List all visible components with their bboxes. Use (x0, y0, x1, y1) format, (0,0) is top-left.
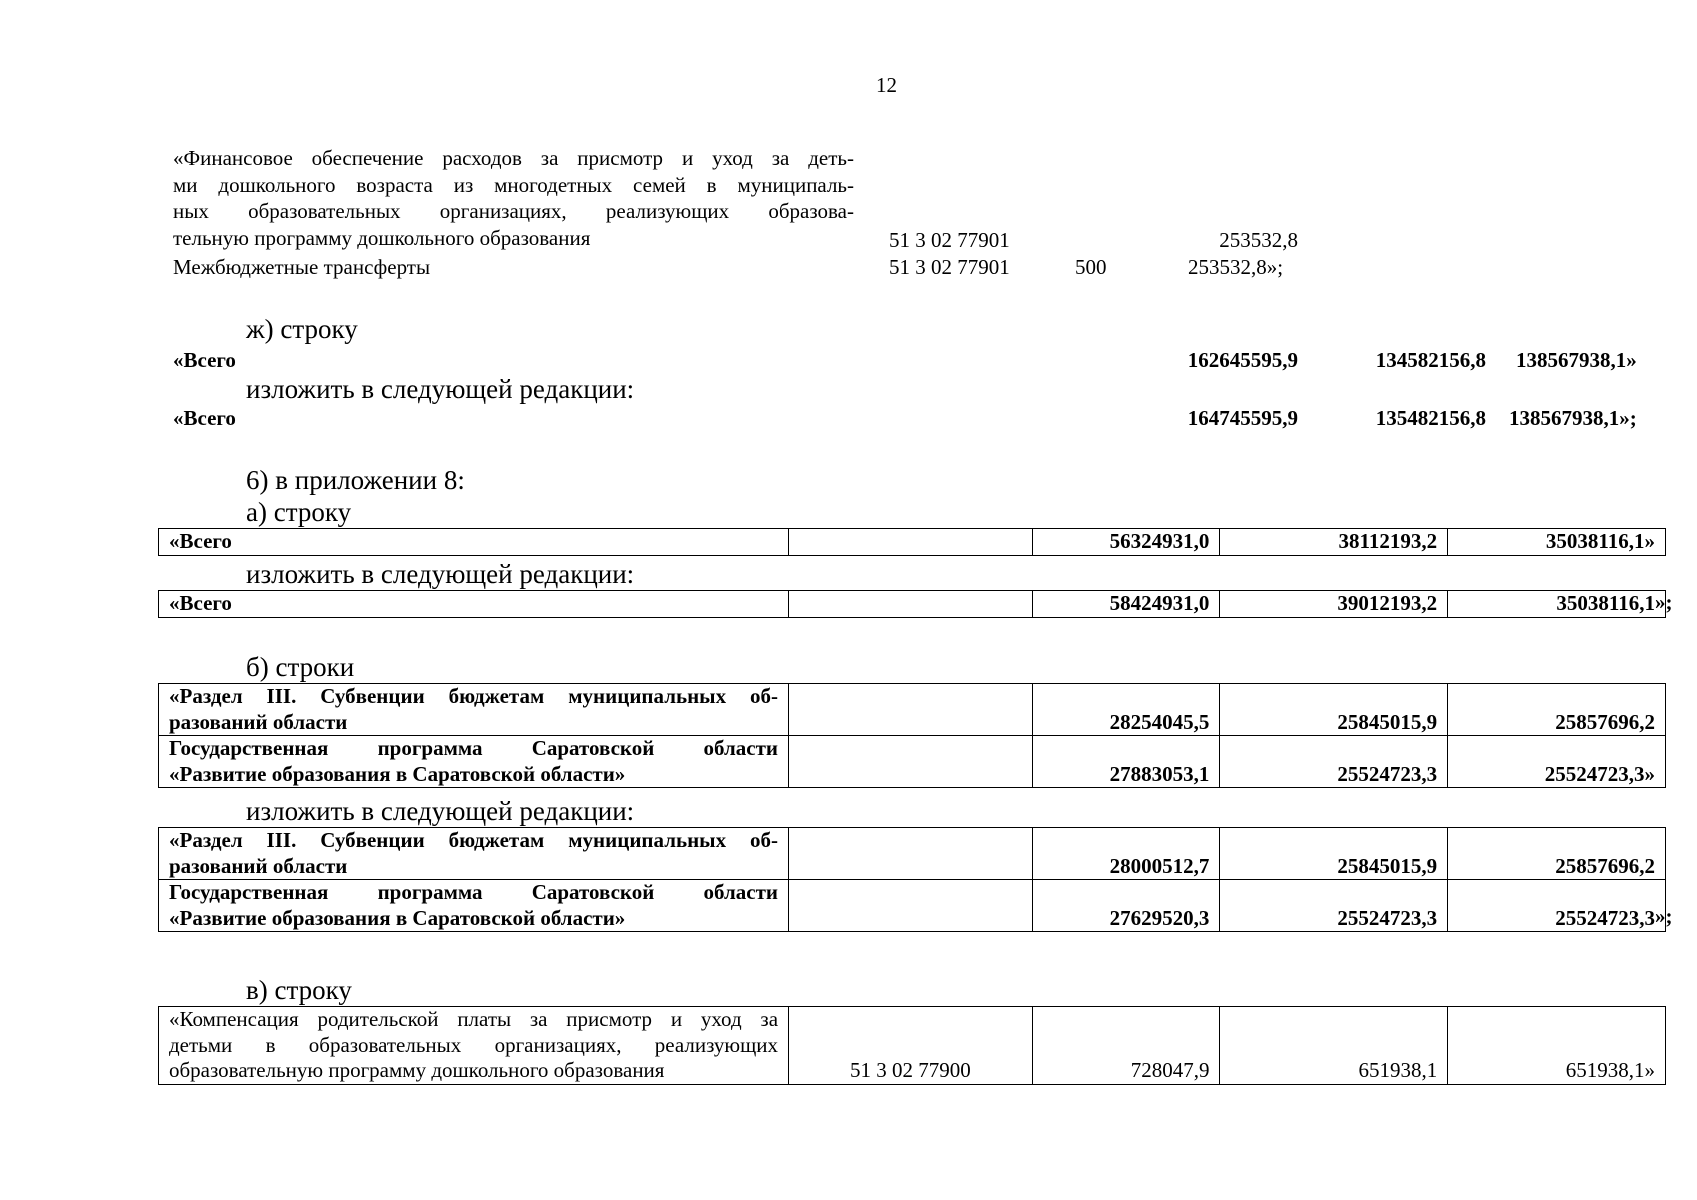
table-row (159, 736, 1666, 788)
total-new-v3: 138567938,1»; (1509, 406, 1637, 430)
top-paragraph (173, 145, 854, 251)
table-a-new (158, 589, 1673, 618)
total-old-v3: 138567938,1» (1516, 348, 1637, 372)
cell-v3: 25524723,3» (1448, 736, 1666, 788)
table-row (159, 828, 1666, 880)
label-line: детьми в образовательных организациях, реализующих (169, 1032, 779, 1057)
text-line: «Финансовое обеспечение расходов за присмотр и уход за деть- (173, 146, 854, 170)
cell-v1: 58424931,0 (1032, 591, 1220, 618)
cell-label (159, 880, 789, 932)
text-line: ми дошкольного возраста из многодетных семей в муниципаль- (173, 172, 854, 197)
label-line: разований области (169, 853, 348, 878)
cell-v3-value: 25524723,3 (1555, 905, 1655, 930)
label-line: Государственная программа Саратовской области (169, 880, 779, 904)
row1-code: 51 3 02 77901 (889, 228, 1010, 252)
cell-code: 51 3 02 77900 (789, 1007, 1033, 1085)
cell-label (159, 1007, 789, 1085)
cell-code (788, 591, 1032, 618)
label-line: образовательную программу дошкольного образования (169, 1058, 665, 1082)
cell-label (159, 736, 789, 788)
table-row (159, 880, 1666, 932)
total-label-new: «Всего (173, 406, 236, 430)
heading-a: а) строку (246, 497, 352, 527)
heading-zh: ж) строку (246, 314, 358, 344)
heading-b: б) строки (246, 652, 355, 682)
table-b-new (158, 827, 1673, 932)
label-line: «Развитие образования в Саратовской области» (169, 761, 626, 786)
page-number: 12 (876, 73, 897, 97)
cell-v1: 27883053,1 (1032, 736, 1220, 788)
total-label-old: «Всего (173, 348, 236, 372)
total-new-v2: 135482156,8 (1375, 406, 1486, 430)
table-row (159, 591, 1666, 618)
cell-v3: 25857696,2 (1448, 828, 1666, 880)
cell-v3: 35038116,1» (1448, 529, 1666, 556)
table-v-old (158, 1006, 1666, 1085)
cell-label: «Всего (159, 529, 789, 556)
cell-v2: 25524723,3 (1220, 736, 1448, 788)
cell-code (789, 684, 1033, 736)
row2-code: 51 3 02 77901 (889, 255, 1010, 279)
label-line: разований области (169, 709, 348, 734)
heading-6: 6) в приложении 8: (246, 465, 465, 495)
cell-v2: 39012193,2 (1220, 591, 1448, 618)
closing-mark: »; (1655, 904, 1673, 928)
row1-amount: 253532,8 (1219, 228, 1298, 252)
total-new-v1: 164745595,9 (1187, 406, 1298, 430)
label-line: Государственная программа Саратовской области (169, 736, 779, 760)
cell-v3: 651938,1» (1448, 1007, 1666, 1085)
label-line: «Развитие образования в Саратовской области» (169, 905, 626, 930)
cell-v1: 28254045,5 (1032, 684, 1220, 736)
cell-v1: 27629520,3 (1032, 880, 1220, 932)
table-row (159, 529, 1666, 556)
table-row (159, 1007, 1666, 1085)
cell-v2: 25524723,3 (1220, 880, 1448, 932)
cell-label (159, 828, 789, 880)
cell-v2: 38112193,2 (1220, 529, 1448, 556)
table-b-old (158, 683, 1666, 788)
cell-v3 (1448, 880, 1673, 932)
cell-v3: 25857696,2 (1448, 684, 1666, 736)
replace-text-a: изложить в следующей редакции: (246, 559, 635, 589)
label-line: «Раздел III. Субвенции бюджетам муниципальных об- (169, 828, 779, 852)
table-a-old (158, 528, 1666, 556)
cell-code (789, 828, 1033, 880)
row2-kind: 500 (1075, 255, 1107, 279)
cell-code (789, 880, 1033, 932)
cell-v2: 651938,1 (1220, 1007, 1448, 1085)
closing-mark: »; (1655, 589, 1673, 614)
row2-amount: 253532,8»; (1188, 255, 1284, 279)
replace-text-b: изложить в следующей редакции: (246, 796, 635, 826)
table-row (159, 684, 1666, 736)
heading-v: в) строку (246, 975, 352, 1005)
total-old-v1: 162645595,9 (1187, 348, 1298, 372)
cell-v1: 728047,9 (1032, 1007, 1220, 1085)
cell-v1: 56324931,0 (1032, 529, 1220, 556)
cell-v3-value: 35038116,1 (1556, 591, 1655, 615)
cell-v3 (1448, 589, 1673, 618)
text-line: ных образовательных организациях, реализующих образова- (173, 199, 854, 223)
cell-v2: 25845015,9 (1220, 828, 1448, 880)
cell-v2: 25845015,9 (1220, 684, 1448, 736)
cell-label: «Всего (159, 591, 789, 618)
cell-code (789, 736, 1033, 788)
text-line: тельную программу дошкольного образования (173, 225, 591, 250)
label-line: «Компенсация родительской платы за присмотр и уход за (169, 1007, 779, 1031)
replace-text-zh: изложить в следующей редакции: (246, 374, 635, 404)
cell-label (159, 684, 789, 736)
cell-v1: 28000512,7 (1032, 828, 1220, 880)
label-line: «Раздел III. Субвенции бюджетам муниципальных об- (169, 684, 779, 708)
row2-label: Межбюджетные трансферты (173, 255, 431, 279)
total-old-v2: 134582156,8 (1375, 348, 1486, 372)
cell-code (788, 529, 1032, 556)
